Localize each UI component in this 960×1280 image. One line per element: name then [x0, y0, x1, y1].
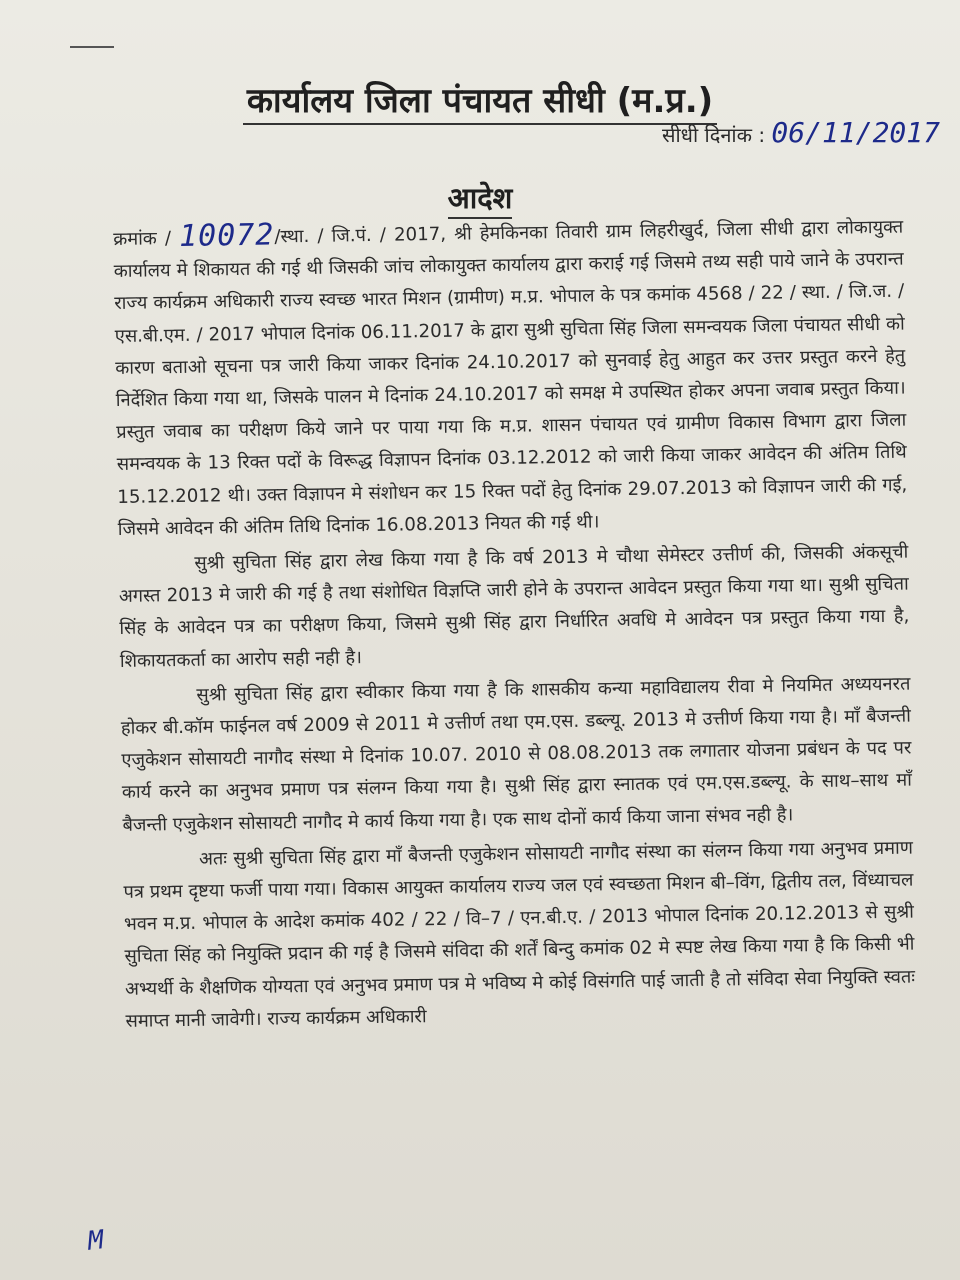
date-label: सीधी दिनांक : [661, 123, 766, 147]
paragraph-2: सुश्री सुचिता सिंह द्वारा लेख किया गया है कि वर्ष 2013 मे चौथा सेमेस्टर उत्तीर्ण की, जिसकी अंकसूची अगस्त 2013 मे जारी की गई है तथा संशोधित विज्ञप्ति जारी होने के उपरान्त आवेदन प्रस्तुत किया गया था। सुश्री सुचिता सिंह के आवेदन पत्र का परीक्षण किया, जिसमे सुश्री सिंह द्वारा निर्धारित अवधि मे आवेदन पत्र प्रस्तुत किया गया है, शिकायतकर्ता का आरोप सही नही है। [118, 541, 910, 672]
paragraph-1-text: /स्था. / जि.पं. / 2017, श्री हेमकिनका तिवारी ग्राम लिहरीखुर्द, जिला सीधी द्वारा लोकायुक्त कार्यालय मे शिकायत की गई थी जिसकी जांच लोकायुक्त कार्यालय द्वारा कराई गई जिसमे तथ्य सही पाये जाने के उपरान्त राज्य कार्यक्रम अधिकारी राज्य स्वच्छ भारत मिशन (ग्रामीण) म.प्र. भोपाल के पत्र कमांक 4568 / 22 / स्था. / जि.ज. / एस.बी.एम. / 2017 भोपाल दिनांक 06.11.2017 के द्वारा सुश्री सुचिता सिंह जिला समन्वयक जिला पंचायत सीधी को कारण बताओ सूचना पत्र जारी किया जाकर दिनांक 24.10.2017 को सुनवाई हेतु आहुत कर उत्तर प्रस्तुत करने हेतु निर्देशित किया गया था, जिसके पालन मे दिनांक 24.10.2017 को समक्ष मे उपस्थित होकर अपना जवाब प्रस्तुत किया। प्रस्तुत जवाब का परीक्षण किये जाने पर पाया गया कि म.प्र. शासन पंचायत एवं ग्रामीण विकास विभाग द्वारा जिला समन्वयक के 13 रिक्त पदों के विरूद्ध विज्ञापन दिनांक 03.12.2012 को जारी किया जाकर आवेदन की अंतिम तिथि 15.12.2012 थी। उक्त विज्ञापन मे संशोधन कर 15 रिक्त पदों हेतु दिनांक 29.07.2013 को विज्ञापन जारी की गई, जिसमे आवेदन की अंतिम तिथि दिनांक 16.08.2013 नियत की गई थी। [113, 216, 908, 540]
office-title-text: कार्यालय जिला पंचायत सीधी (म.प्र.) [243, 81, 717, 125]
date-line [662, 116, 940, 149]
handwritten-reference-number: 10072 [178, 217, 275, 254]
paragraph-3: सुश्री सुचिता सिंह द्वारा स्वीकार किया गया है कि शासकीय कन्या महाविद्यालय रीवा मे नियमित अध्ययनरत होकर बी.कॉम फाईनल वर्ष 2009 से 2011 मे उत्तीर्ण तथा एम.एस. डब्ल्यू. 2013 मे उत्तीर्ण किया गया है। मॉं बैजन्ती एजुकेशन सोसायटी नागौद संस्था मे दिनांक 10.07. 2010 से 08.08.2013 तक लगातार योजना प्रबंधन के पद पर कार्य करने का अनुभव प्रमाण पत्र संलग्न किया गया है। सुश्री सिंह द्वारा स्नातक एवं एम.एस.डब्ल्यू. के साथ–साथ मॉं बैजन्ती एजुकेशन सोसायटी नागौद मे कार्य किया गया है। एक साथ दोनों कार्य किया जाना संभव नही है। [120, 673, 913, 836]
paragraph-4: अतः सुश्री सुचिता सिंह द्वारा मॉं बैजन्ती एजुकेशन सोसायटी नागौद संस्था का संलग्न किया गया अनुभव प्रमाण पत्र प्रथम दृष्टया फर्जी पाया गया। विकास आयुक्त कार्यालय राज्य जल एवं स्वच्छता मिशन बी–विंग, द्वितीय तल, विंध्याचल भवन म.प्र. भोपाल के आदेश कमांक 402 / 22 / वि–7 / एन.बी.ए. / 2013 भोपाल दिनांक 20.12.2013 से सुश्री सुचिता सिंह को नियुक्ति प्रदान की गई है जिसमे संविदा की शर्तें बिन्दु कमांक 02 मे स्पष्ट लेख किया गया है कि किसी भी अभ्यर्थी के शैक्षणिक योग्यता एवं अनुभव प्रमाण पत्र मे भविष्य मे कोई विसंगति पाई जाती है तो संविदा सेवा नियुक्ति स्वतः समाप्त मानी जावेगी। राज्य कार्यक्रम अधिकारी [123, 837, 916, 1032]
order-body [113, 210, 916, 1038]
handwritten-initials: M [86, 1225, 106, 1257]
paragraph-1 [113, 210, 908, 546]
handwritten-date: 06/11/2017 [771, 116, 940, 149]
order-heading-text: आदेश [448, 181, 513, 219]
margin-dash [70, 46, 114, 48]
reference-prefix: क्रमांक / [113, 228, 172, 250]
